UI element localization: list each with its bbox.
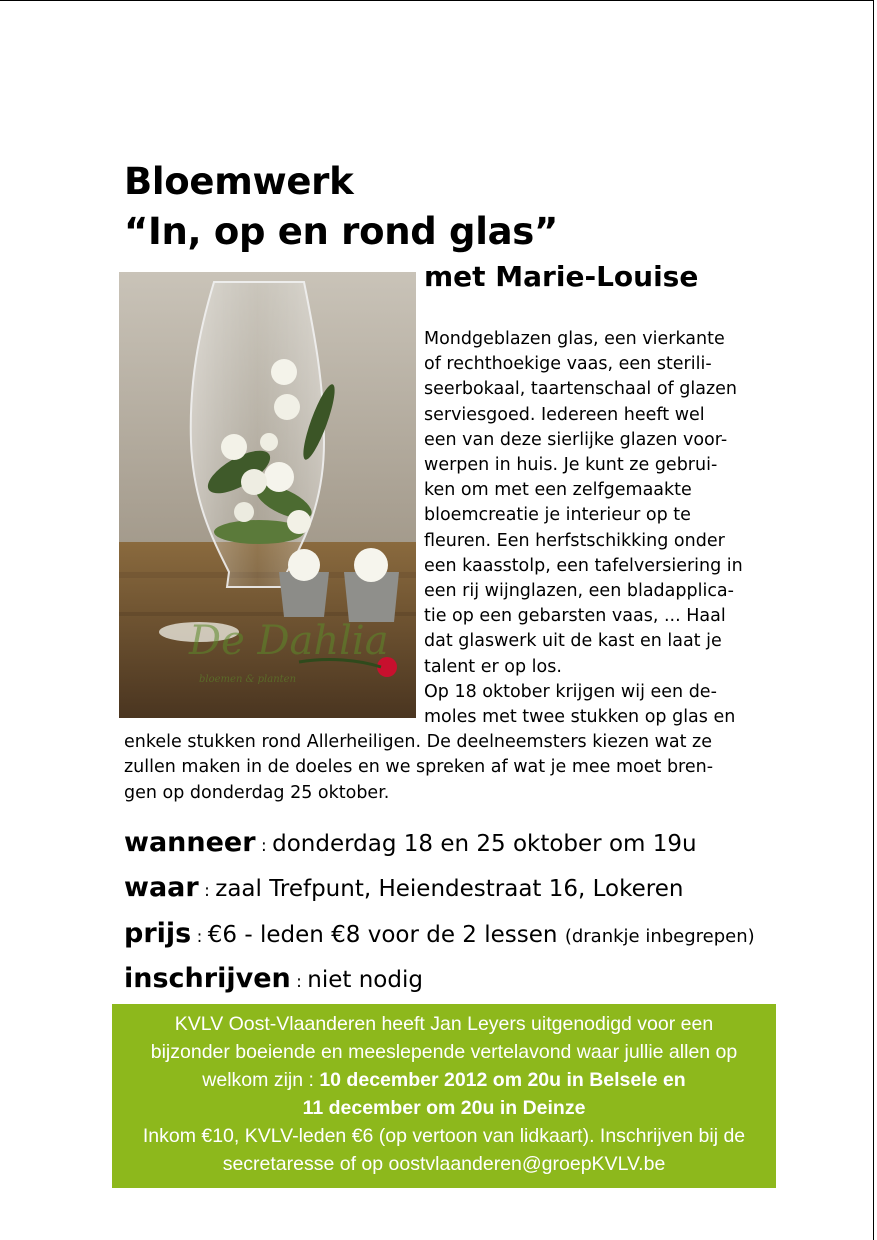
inschrijven-value: niet nodig: [307, 967, 423, 993]
body-line: een van deze sierlijke glazen voor-: [424, 429, 728, 450]
page-border-top: [0, 0, 873, 1]
body-line: serviesgoed. Iedereen heeft wel: [424, 404, 705, 425]
body-line: moles met twee stukken op glas en: [424, 707, 736, 728]
body-line: een rij wijnglazen, een bladapplica-: [424, 581, 734, 602]
prijs-value: €6 - leden €8 voor de 2 lessen: [207, 922, 565, 948]
prijs-note: (drankje inbegrepen): [564, 926, 755, 947]
body-line: fleuren. Een herfstschikking onder: [424, 530, 725, 551]
body-line: Mondgeblazen glas, een vierkante: [424, 329, 725, 349]
body-line: tie op een gebarsten vaas, ... Haal: [424, 606, 726, 627]
promo-line: KVLV Oost-Vlaanderen heeft Jan Leyers uitgenodigd voor een: [174, 1013, 714, 1035]
promo-line3-prefix: welkom zijn :: [202, 1069, 320, 1091]
inschrijven-separator: :: [290, 972, 308, 992]
watermark-text: De Dahlia: [189, 618, 389, 664]
promo-line: Inkom €10, KVLV-leden €6 (op vertoon van lidkaart). Inschrijven bij de: [142, 1125, 746, 1147]
wanneer-label: wanneer: [124, 827, 256, 858]
page-border-right: [873, 0, 874, 1240]
body-line-full: enkele stukken rond Allerheiligen. De deelneemsters kiezen wat ze: [124, 732, 713, 753]
promo-email-line: secretaresse of op oostvlaanderen@groepKVLV.be: [222, 1153, 666, 1175]
promo-line: [112, 1066, 776, 1094]
prijs-separator: :: [191, 927, 208, 947]
body-line-full: zullen maken in de doeles en we spreken af wat je mee moet bren-: [124, 757, 714, 778]
promo-date-belsele: 10 december 2012 om 20u in Belsele en: [319, 1069, 686, 1091]
body-line: werpen in huis. Je kunt ze gebrui-: [424, 455, 718, 476]
promo-date-deinze: 11 december om 20u in Deinze: [302, 1097, 586, 1119]
waar-separator: :: [198, 881, 216, 901]
info-waar: [124, 873, 683, 906]
body-line: bloemcreatie je interieur op te: [424, 505, 691, 526]
waar-label: waar: [124, 872, 199, 903]
promo-line: bijzonder boeiende en meeslepende vertelavond waar jullie allen op: [150, 1041, 738, 1063]
promo-line: [112, 1094, 776, 1122]
wanneer-value: donderdag 18 en 25 oktober om 19u: [272, 831, 697, 857]
info-prijs: [124, 919, 755, 952]
inschrijven-label: inschrijven: [124, 963, 291, 994]
body-line: seerbokaal, taartenschaal of glazen: [424, 379, 738, 400]
waar-value: zaal Trefpunt, Heiendestraat 16, Lokeren: [215, 876, 684, 902]
body-line-full: gen op donderdag 25 oktober.: [124, 782, 390, 803]
description-text: [124, 327, 784, 806]
page-title: Bloemwerk: [124, 160, 354, 203]
info-inschrijven: [124, 964, 423, 997]
body-line: een kaasstolp, een tafelversiering in: [424, 555, 743, 576]
subtitle: met Marie-Louise: [424, 260, 699, 293]
body-line: Op 18 oktober krijgen wij een de-: [424, 681, 717, 702]
page-title-line2: “In, op en rond glas”: [124, 210, 559, 253]
body-line: ken om met een zelfgemaakte: [424, 480, 692, 501]
body-line: talent er op los.: [424, 656, 562, 677]
watermark-subtext: bloemen & planten: [199, 674, 297, 685]
promo-box: [112, 1004, 776, 1188]
wanneer-separator: :: [255, 836, 273, 856]
prijs-label: prijs: [124, 918, 192, 949]
body-line: of rechthoekige vaas, een sterili-: [424, 354, 712, 375]
info-wanneer: [124, 828, 697, 861]
body-line: dat glaswerk uit de kast en laat je: [424, 631, 722, 652]
